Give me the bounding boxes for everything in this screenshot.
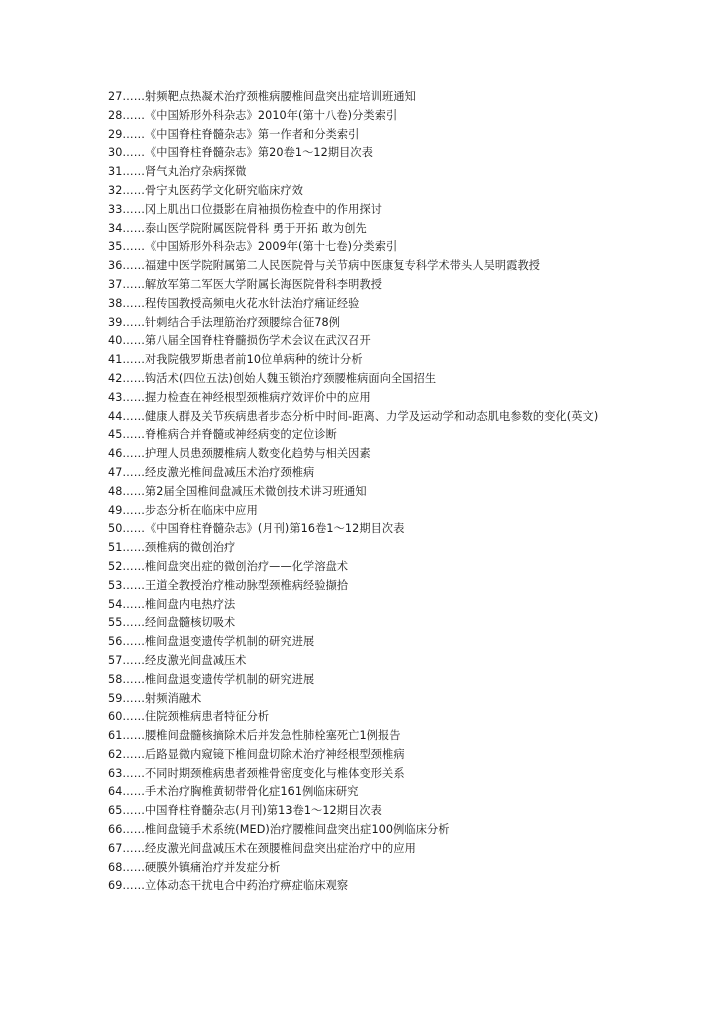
index-entry-65: 65……中国脊柱脊髓杂志(月刊)第13卷1～12期目次表 xyxy=(108,804,382,818)
index-entry-62: 62……后路显微内窥镜下椎间盘切除术治疗神经根型颈椎病 xyxy=(108,747,405,761)
index-entry-50: 50……《中国脊柱脊髓杂志》(月刊)第16卷1～12期目次表 xyxy=(108,522,405,536)
index-entry-44: 44……健康人群及关节疾病患者步态分析中时间-距离、力学及运动学和动态肌电参数的变化(英文) xyxy=(108,409,599,423)
index-entry-41: 41……对我院俄罗斯患者前10位单病种的统计分析 xyxy=(108,353,363,367)
index-entry-46: 46……护理人员患颈腰椎病人数变化趋势与相关因素 xyxy=(108,447,371,461)
index-entry-36: 36……福建中医学院附属第二人民医院骨与关节病中医康复专科学术带头人吴明霞教授 xyxy=(108,259,541,273)
index-entry-35: 35……《中国矫形外科杂志》2009年(第十七卷)分类索引 xyxy=(108,240,398,254)
index-entry-61: 61……腰椎间盘髓核摘除术后并发急性肺栓塞死亡1例报告 xyxy=(108,729,401,743)
index-entry-30: 30……《中国脊柱脊髓杂志》第20卷1～12期目次表 xyxy=(108,146,373,160)
index-entry-39: 39……针刺结合手法理筋治疗颈腰综合征78例 xyxy=(108,315,341,329)
index-entry-55: 55……经间盘髓核切吸术 xyxy=(108,616,236,630)
index-entry-38: 38……程传国教授高频电火花水针法治疗痛证经验 xyxy=(108,296,360,310)
index-entry-48: 48……第2届全国椎间盘减压术微创技术讲习班通知 xyxy=(108,484,367,498)
index-entry-52: 52……椎间盘突出症的微创治疗——化学溶盘术 xyxy=(108,559,349,573)
index-entry-49: 49……步态分析在临床中应用 xyxy=(108,503,258,517)
index-entry-45: 45……脊椎病合并脊髓或神经病变的定位诊断 xyxy=(108,428,337,442)
index-entry-56: 56……椎间盘退变遗传学机制的研究进展 xyxy=(108,635,315,649)
index-entry-66: 66……椎间盘镜手术系统(MED)治疗腰椎间盘突出症100例临床分析 xyxy=(108,823,450,837)
index-entry-64: 64……手术治疗胸椎黄韧带骨化症161例临床研究 xyxy=(108,785,359,799)
index-entry-58: 58……椎间盘退变遗传学机制的研究进展 xyxy=(108,672,315,686)
index-entry-57: 57……经皮激光间盘减压术 xyxy=(108,653,247,667)
index-entry-51: 51……颈椎病的微创治疗 xyxy=(108,541,236,555)
index-entry-31: 31……肾气丸治疗杂病探微 xyxy=(108,165,247,179)
index-entry-68: 68……硬膜外镇痛治疗并发症分析 xyxy=(108,860,281,874)
index-entry-34: 34……泰山医学院附属医院骨科 勇于开拓 敢为创先 xyxy=(108,221,367,235)
index-entry-67: 67……经皮激光间盘减压术在颈腰椎间盘突出症治疗中的应用 xyxy=(108,841,416,855)
index-entry-37: 37……解放军第二军医大学附属长海医院骨科李明教授 xyxy=(108,277,383,291)
index-entry-54: 54……椎间盘内电热疗法 xyxy=(108,597,236,611)
index-entry-28: 28……《中国矫形外科杂志》2010年(第十八卷)分类索引 xyxy=(108,108,398,122)
index-entry-43: 43……握力检查在神经根型颈椎病疗效评价中的应用 xyxy=(108,390,371,404)
index-entry-33: 33……冈上肌出口位摄影在肩袖损伤检查中的作用探讨 xyxy=(108,202,383,216)
index-entry-69: 69……立体动态干扰电合中药治疗痹症临床观察 xyxy=(108,879,349,893)
index-entry-29: 29……《中国脊柱脊髓杂志》第一作者和分类索引 xyxy=(108,127,360,141)
index-entry-32: 32……骨宁丸医药学文化研究临床疗效 xyxy=(108,183,304,197)
index-entry-42: 42……钩活术(四位五法)创始人魏玉锁治疗颈腰椎病面向全国招生 xyxy=(108,371,437,385)
index-entry-40: 40……第八届全国脊柱脊髓损伤学术会议在武汉召开 xyxy=(108,334,371,348)
index-entry-53: 53……王道全教授治疗椎动脉型颈椎病经验撷拾 xyxy=(108,578,349,592)
index-entry-47: 47……经皮激光椎间盘减压术治疗颈椎病 xyxy=(108,465,315,479)
index-entry-27: 27……射频靶点热凝术治疗颈椎病腰椎间盘突出症培训班通知 xyxy=(108,90,416,103)
index-entry-59: 59……射频消融术 xyxy=(108,691,202,705)
index-entry-60: 60……住院颈椎病患者特征分析 xyxy=(108,710,270,724)
index-list xyxy=(108,88,614,896)
index-entry-63: 63……不同时期颈椎病患者颈椎骨密度变化与椎体变形关系 xyxy=(108,766,405,780)
